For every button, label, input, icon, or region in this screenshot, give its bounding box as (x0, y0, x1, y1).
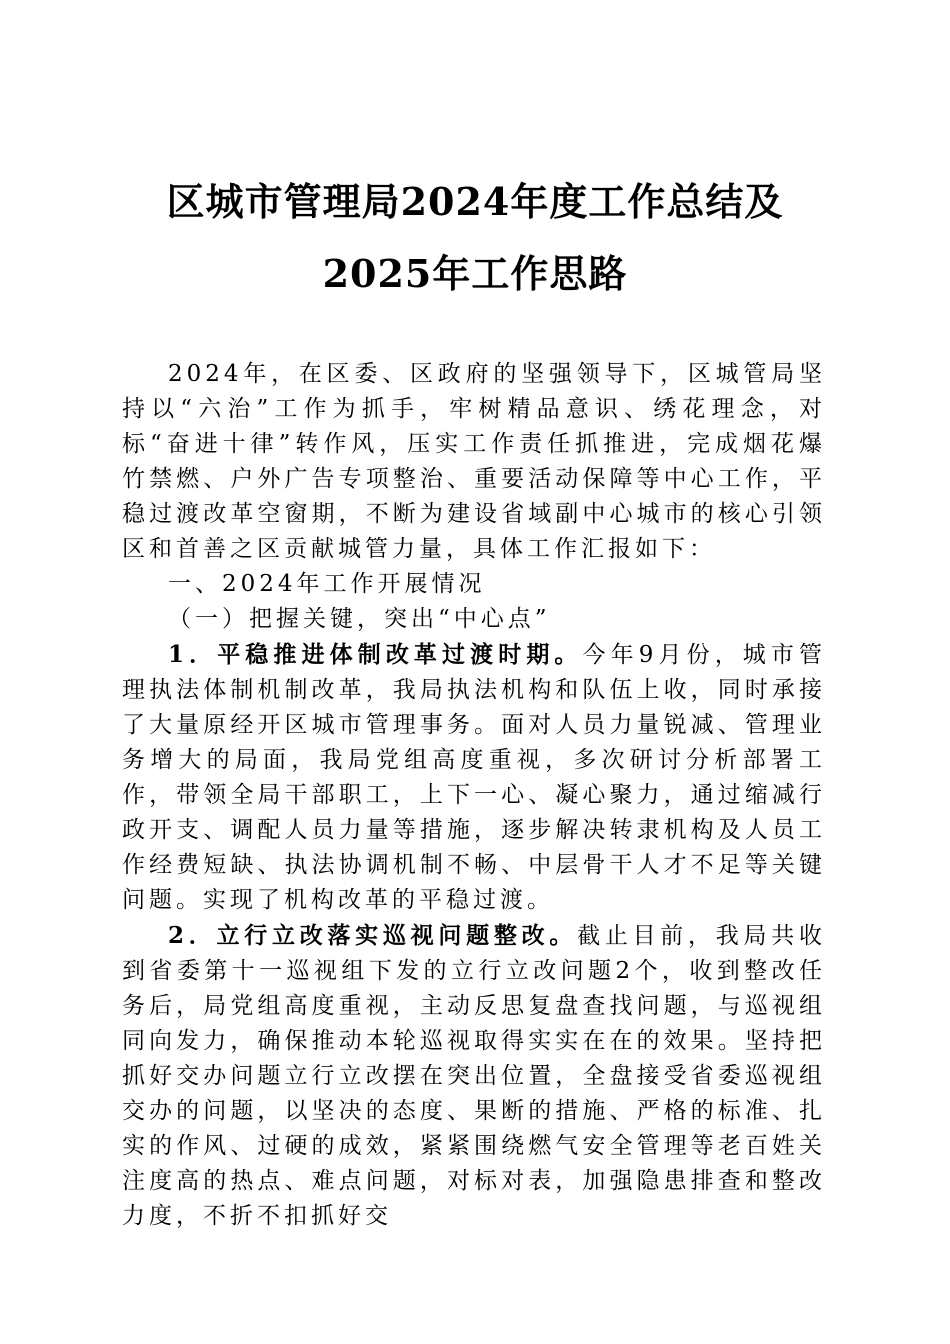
subsection-heading: （一）把握关键，突出“中心点” (168, 606, 551, 632)
item-text-1: 今年9月份，城市管理执法体制机制改革，我局执法机构和队伍上收，同时承接了大量原经开区城市管理事务。面对人员力量锐减、管理业务增大的局面，我局党组高度重视，多次研讨分析部署工作，带领全局干部职工，上下一心、凝心聚力，通过缩减行政开支、调配人员力量等措施，逐步解决转隶机构及人员工作经费短缺、执法协调机制不畅、中层骨干人才不足等关键问题。实现了机构改革的平稳过渡。 (122, 642, 826, 913)
item-paragraph-1 (122, 637, 826, 918)
intro-paragraph: 2024年，在区委、区政府的坚强领导下，区城管局坚持以“六治”工作为抓手，牢树精品意识、绣花理念，对标“奋进十律”转作风，压实工作责任抓推进，完成烟花爆竹禁燃、户外广告专项整治、重要活动保障等中心工作，平稳过渡改革空窗期，不断为建设省域副中心城市的核心引领区和首善之区贡献城管力量，具体工作汇报如下： (122, 361, 826, 562)
item-lead-2: 2．立行立改落实巡视问题整改。 (168, 922, 578, 949)
item-lead-1: 1．平稳推进体制改革过渡时期。 (168, 641, 583, 668)
document-body (122, 357, 826, 1234)
item-text-2: 截止目前，我局共收到省委第十一巡视组下发的立行立改问题2个，收到整改任务后，局党组高度重视，主动反思复盘查找问题，与巡视组同向发力，确保推动本轮巡视取得实实在在的效果。坚持把抓好交办问题立行立改摆在突出位置，全盘接受省委巡视组交办的问题，以坚决的态度、果断的措施、严格的标准、扎实的作风、过硬的成效，紧紧围绕燃气安全管理等老百姓关注度高的热点、难点问题，对标对表，加强隐患排查和整改力度，不折不扣抓好交 (122, 923, 827, 1229)
document-title: 区城市管理局2024年度工作总结及2025年工作思路 (166, 179, 784, 296)
item-paragraph-2 (122, 918, 826, 1234)
section-heading: 一、2024年工作开展情况 (168, 571, 486, 597)
